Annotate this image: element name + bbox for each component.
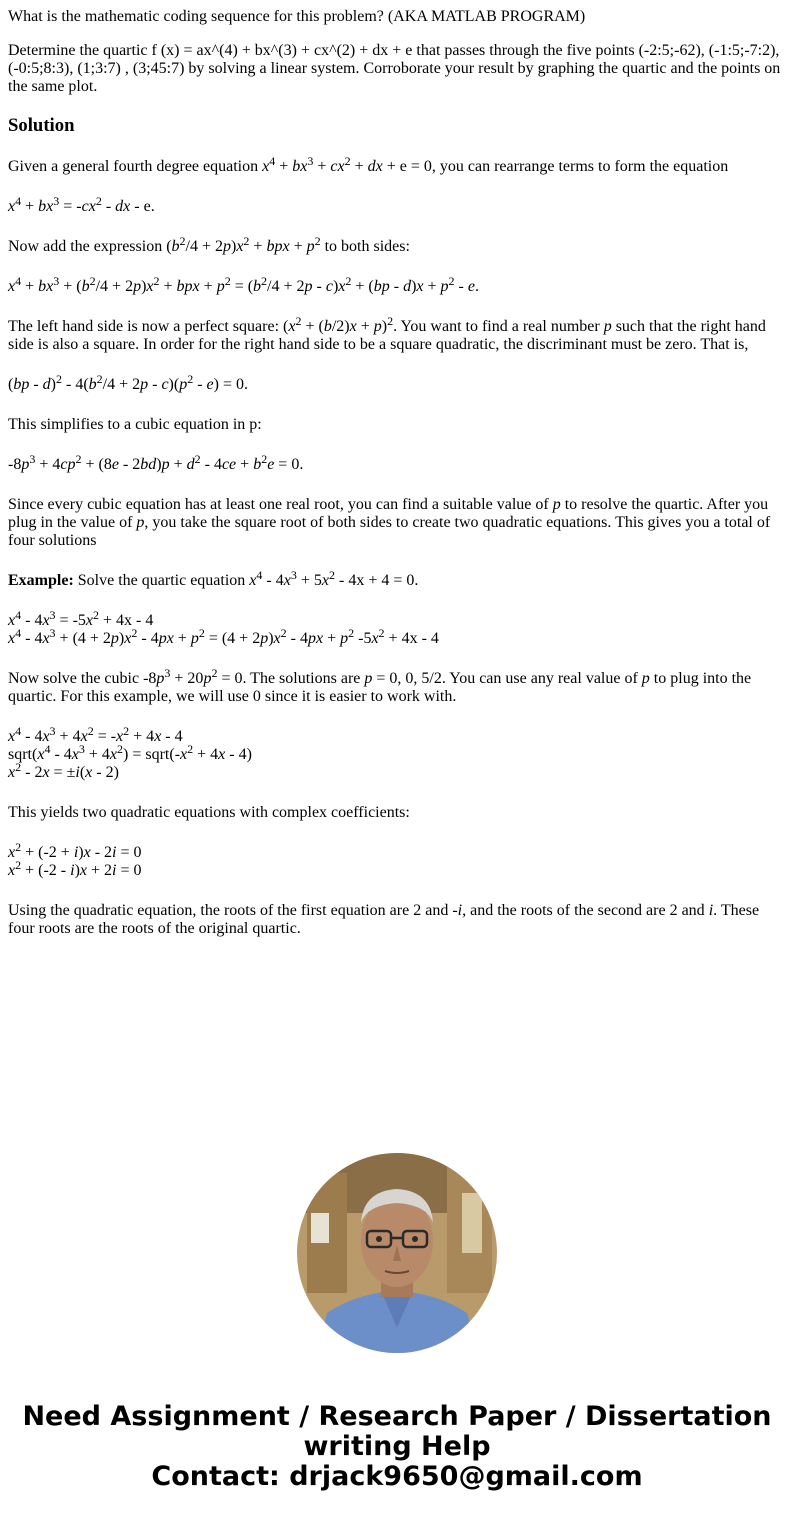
solution-heading: Solution (8, 115, 75, 136)
avatar-illustration (297, 1153, 497, 1353)
equation-rearranged: $x^4 + bx^3 = -cx^2$ - dx - e. (8, 194, 155, 215)
solution-now-add: Now add the expression $(b^2/4 + 2p)x^2$ + bpx + $p^2$ to both sides: (8, 234, 410, 255)
promo-contact: Contact: drjack9650@gmail.com (151, 1461, 643, 1492)
equation-discriminant: $(bp - d)^2 - 4(b^2/4 + 2p - c)(p^2 - e) = 0$. (8, 372, 248, 393)
question-title: What is the mathematic coding sequence for this problem? (AKA MATLAB PROGRAM) (8, 8, 586, 25)
promo-line-2: writing Help (303, 1431, 491, 1462)
solution-yields: This yields two quadratic equations with complex coefficients: (8, 804, 410, 821)
question-body: Determine the quartic f (x) = ax^(4) + bx^(3) + cx^(2) + dx + e that passes through the five points (-2:5;-62), (-1:5;-7:2), (-0:5;8:3), (1;3:7) , (3;45:7) by solving a linear system. Corroborate your result by graphing the quartic and the points on the same plot. (8, 42, 781, 95)
promo-banner (0, 1402, 794, 1492)
document-body (8, 8, 786, 954)
equation-both-sides: $x^4 + bx^3 + (b^2/4 + 2p)x^2$ + bpx + $p^2 = (b^2/4 + 2p - c)x^2 + (bp - d)x + p^2 - e$. (8, 274, 479, 295)
example-steps-1: $x^4 - 4x^3 = -5x^2 + 4x - 4$ $x^4 - 4x^3 + (4 + 2p)x^2 - 4px + p^2 = (4 + 2p)x^2 - 4px + p^2$ $-5x^2 + 4x - 4$ (8, 608, 439, 647)
equation-cubic: $-8p^3 + 4cp^2 + (8e - 2bd)p + d^2 - 4ce + b^2e = 0$. (8, 452, 304, 473)
author-avatar (297, 1153, 497, 1353)
solution-conclusion: Using the quadratic equation, the roots of the first equation are 2 and -i, and the roots of the second are 2 and i. These four roots are the roots of the original quartic. (8, 902, 760, 937)
example-quadratics: $x^2 + (-2 + i)x - 2i = 0$ $x^2 + (-2 - i)x + 2i = 0$ (8, 840, 142, 879)
solution-simplifies: This simplifies to a cubic equation in p: (8, 416, 262, 433)
solution-intro: Given a general fourth degree equation $x^4 + bx^3 + cx^2$ + dx + e = 0, you can rearrange terms to form the equation (8, 154, 729, 175)
solution-example: Example: Solve the quartic equation $x^4 - 4x^3 + 5x^2 - 4x + 4 = 0$. (8, 568, 419, 589)
promo-line-1: Need Assignment / Research Paper / Dissertation (22, 1401, 772, 1432)
solution-solve-cubic: Now solve the cubic $-8p^3 + 20p^2 = 0$. The solutions are p = 0, 0, 5/2. You can use any real value of p to plug into the quartic. For this example, we will use 0 since it is easier to work with. (8, 666, 752, 705)
solution-perfect-square: The left hand side is now a perfect square: $(x^2 + (b/2)x + p)^2$. You want to find a real number p such that the right hand side is also a square. In order for the right hand side to be a square quadratic, the discriminant must be zero. That is, (8, 314, 766, 353)
example-steps-2: $x^4 - 4x^3 + 4x^2 = -x^2 + 4x - 4$ $sqrt(x^4 - 4x^3 + 4x^2)$ = $sqrt(-x^2 + 4x - 4)$ $x^2 - 2x = \pm i(x - 2)$ (8, 724, 252, 781)
solution-since: Since every cubic equation has at least one real root, you can find a suitable value of p to resolve the quartic. After you plug in the value of p, you take the square root of both sides to create two quadratic equations. This gives you a total of four solutions (8, 496, 771, 549)
